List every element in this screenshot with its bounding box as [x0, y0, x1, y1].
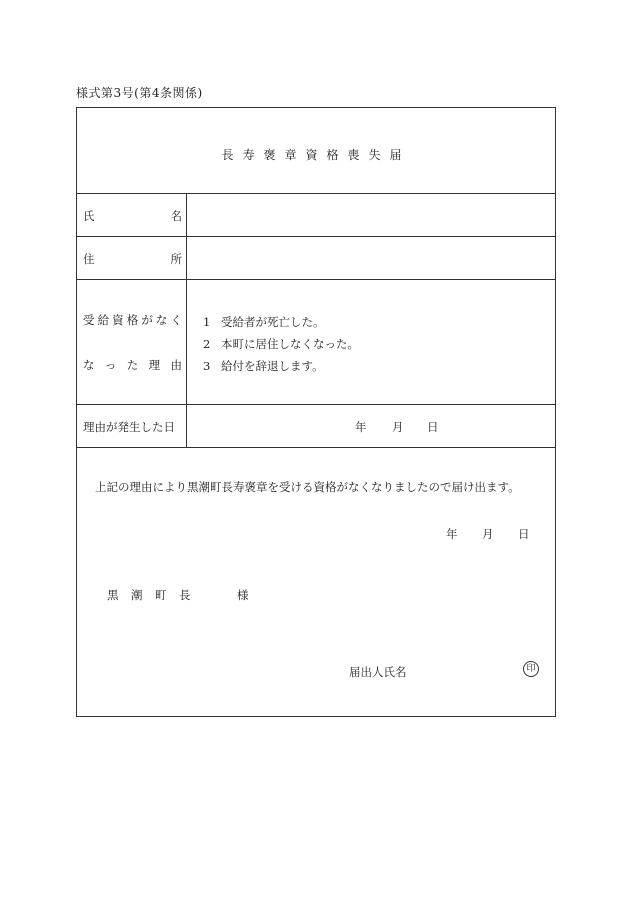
seal-mark-icon: 印 [523, 661, 539, 677]
label-char: 住 [83, 252, 95, 266]
reason-number: 3 [203, 359, 211, 373]
submission-year-unit: 年 [446, 527, 458, 541]
date-year-unit: 年 [355, 420, 367, 434]
row-divider [77, 236, 555, 237]
label-char: 給 [97, 313, 110, 327]
label-char: 理 [148, 358, 161, 372]
label-char: く [170, 313, 182, 327]
addressee-honorific: 様 [237, 588, 249, 602]
addressee-char: 潮 [131, 588, 143, 602]
form-title: 長寿褒章資格喪失届 [221, 148, 411, 162]
column-divider [186, 193, 187, 447]
reason-number: 2 [203, 337, 211, 351]
address-label [83, 251, 182, 267]
addressee-char: 町 [155, 588, 167, 602]
label-char: が [141, 313, 153, 327]
date-label: 理由が発生した日 [83, 420, 175, 434]
label-char: た [126, 358, 139, 372]
label-char: っ [104, 358, 117, 372]
label-char: 氏 [83, 209, 95, 223]
row-divider [77, 404, 555, 405]
declaration-statement: 上記の理由により黒潮町長寿褒章を受ける資格がなくなりましたので届け出ます。 [95, 480, 520, 494]
row-divider [77, 193, 555, 194]
name-label [83, 208, 182, 224]
submission-day-unit: 日 [518, 527, 530, 541]
reason-number: 1 [203, 315, 211, 329]
addressee-char: 長 [179, 588, 191, 602]
label-char: 資 [112, 313, 124, 327]
reason-text: 受給者が死亡した。 [221, 315, 325, 329]
label-char: 受 [83, 313, 95, 327]
label-char: 名 [170, 209, 182, 223]
label-char: な [155, 313, 168, 327]
reason-text: 給付を辞退します。 [221, 359, 324, 373]
row-divider [77, 279, 555, 280]
addressee-char: 黒 [107, 588, 119, 602]
applicant-name-label: 届出人氏名 [349, 665, 407, 679]
form-number: 様式第3号(第4条関係) [76, 86, 203, 100]
label-char: 所 [170, 252, 182, 266]
reason-option-1 [203, 314, 325, 330]
reason-label-line1 [83, 312, 182, 328]
reason-option-2 [203, 336, 359, 352]
submission-month-unit: 月 [482, 527, 494, 541]
reason-label-line2 [83, 357, 182, 373]
date-month-unit: 月 [392, 420, 404, 434]
row-divider [77, 447, 555, 448]
label-char: な [83, 358, 95, 372]
form-table [76, 107, 556, 717]
reason-text: 本町に居住しなくなった。 [221, 337, 359, 351]
reason-option-3 [203, 358, 324, 374]
date-day-unit: 日 [427, 420, 439, 434]
label-char: 格 [126, 313, 139, 327]
label-char: 由 [170, 358, 182, 372]
